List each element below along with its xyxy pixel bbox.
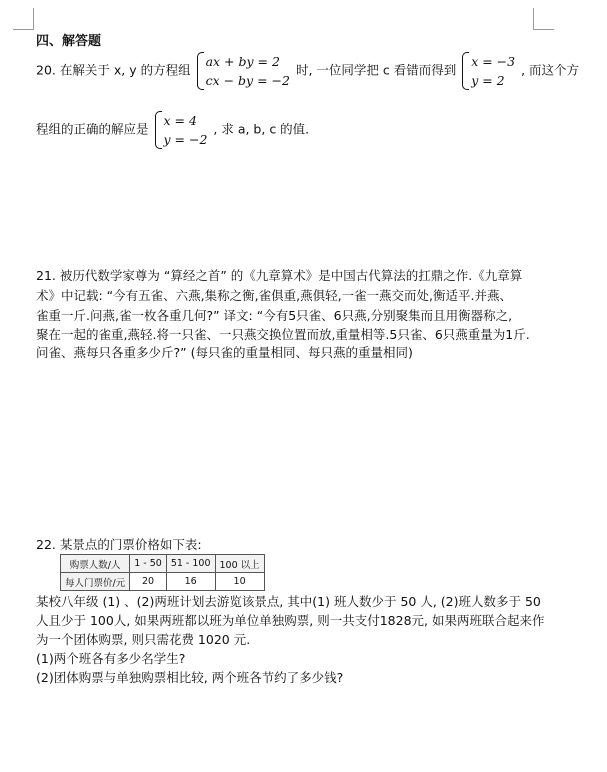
- question-21-line-3: 雀重一斤.问燕,雀一枚各重几何?” 译文: “今有5只雀、6只燕,分别聚集而且用衡器称之,: [36, 308, 513, 323]
- question-20-line-1: [36, 52, 579, 90]
- question-21-line-4: 聚在一起的雀重,燕轻.将一只雀、一只燕交换位置而放,重量相等.5只雀、6只燕重量为1斤.: [36, 327, 530, 342]
- table-row: [61, 555, 265, 573]
- equation: ax + by = 2: [205, 54, 280, 69]
- question-text: , 求 a, b, c 的值.: [213, 121, 310, 137]
- equation: cx − by = −2: [205, 73, 290, 88]
- question-22-line-3: 人且少于 100人, 如果两班都以班为单位单独购票, 则一共支付1828元, 如果两班联合起来作: [36, 613, 545, 628]
- equation: x = −3: [471, 54, 516, 69]
- question-text: 在解关于 x, y 的方程组: [59, 62, 191, 78]
- question-text: 时, 一位同学把 c 看错而得到: [295, 62, 457, 78]
- table-cell: 1 - 50: [130, 555, 167, 573]
- section-title: 四、解答题: [36, 34, 102, 49]
- question-22-sub-2: (2)团体购票与单独购票相比较, 两个班各节约了多少钱?: [36, 670, 344, 685]
- question-text: 程组的正确的解应是: [36, 121, 149, 137]
- table-row: [61, 573, 265, 591]
- table-cell: 20: [130, 573, 167, 591]
- question-22-line-2: 某校八年级 (1) 、(2)两班计划去游览该景点, 其中(1) 班人数少于 50 人, (2)班人数多于 50: [36, 594, 541, 609]
- left-brace: [197, 52, 204, 90]
- question-21-line-2: 术》中记载: “今有五雀、六燕,集称之衡,雀俱重,燕俱轻,一雀一燕交而处,衡适平.并燕、: [36, 288, 513, 303]
- question-20-line-2: [36, 111, 309, 149]
- question-22-sub-1: (1)两个班各有多少名学生?: [36, 651, 186, 666]
- question-21-line-5: 问雀、燕每只各重多少斤?” (每只雀的重量相同、每只燕的重量相同): [36, 345, 413, 360]
- equation: x = 4: [163, 113, 197, 128]
- table-cell: 购票人数/人: [61, 555, 130, 573]
- left-brace: [155, 111, 162, 149]
- crop-mark-top-right-vertical: [533, 8, 534, 29]
- table-cell: 100 以上: [215, 555, 264, 573]
- equation: y = 2: [471, 73, 505, 88]
- left-brace: [462, 52, 469, 90]
- crop-mark-top-left-horizontal: [13, 29, 34, 30]
- question-number: 20.: [36, 62, 56, 78]
- question-21-line-1: [36, 268, 522, 284]
- question-text: , 而这个方: [521, 62, 580, 78]
- question-number: 22.: [36, 537, 56, 552]
- equation-system-original: [197, 52, 290, 90]
- question-22-line-4: 为一个团体购票, 则只需花费 1020 元.: [36, 632, 251, 647]
- crop-mark-top-right-horizontal: [533, 29, 554, 30]
- equation: y = −2: [163, 132, 208, 147]
- table-cell: 16: [166, 573, 215, 591]
- equation-system-wrong-solution: [462, 52, 515, 90]
- table-cell: 每人门票价/元: [61, 573, 130, 591]
- table-cell: 51 - 100: [166, 555, 215, 573]
- crop-mark-top-left-vertical: [33, 8, 34, 29]
- question-text: 某景点的门票价格如下表:: [59, 537, 202, 552]
- question-number: 21.: [36, 268, 56, 283]
- question-text: 被历代数学家尊为 “算经之首” 的《九章算术》是中国古代算法的扛鼎之作.《九章算: [59, 268, 523, 283]
- equation-system-correct-solution: [155, 111, 208, 149]
- table-cell: 10: [215, 573, 264, 591]
- ticket-price-table: [60, 554, 265, 591]
- question-22-line-1: [36, 537, 202, 553]
